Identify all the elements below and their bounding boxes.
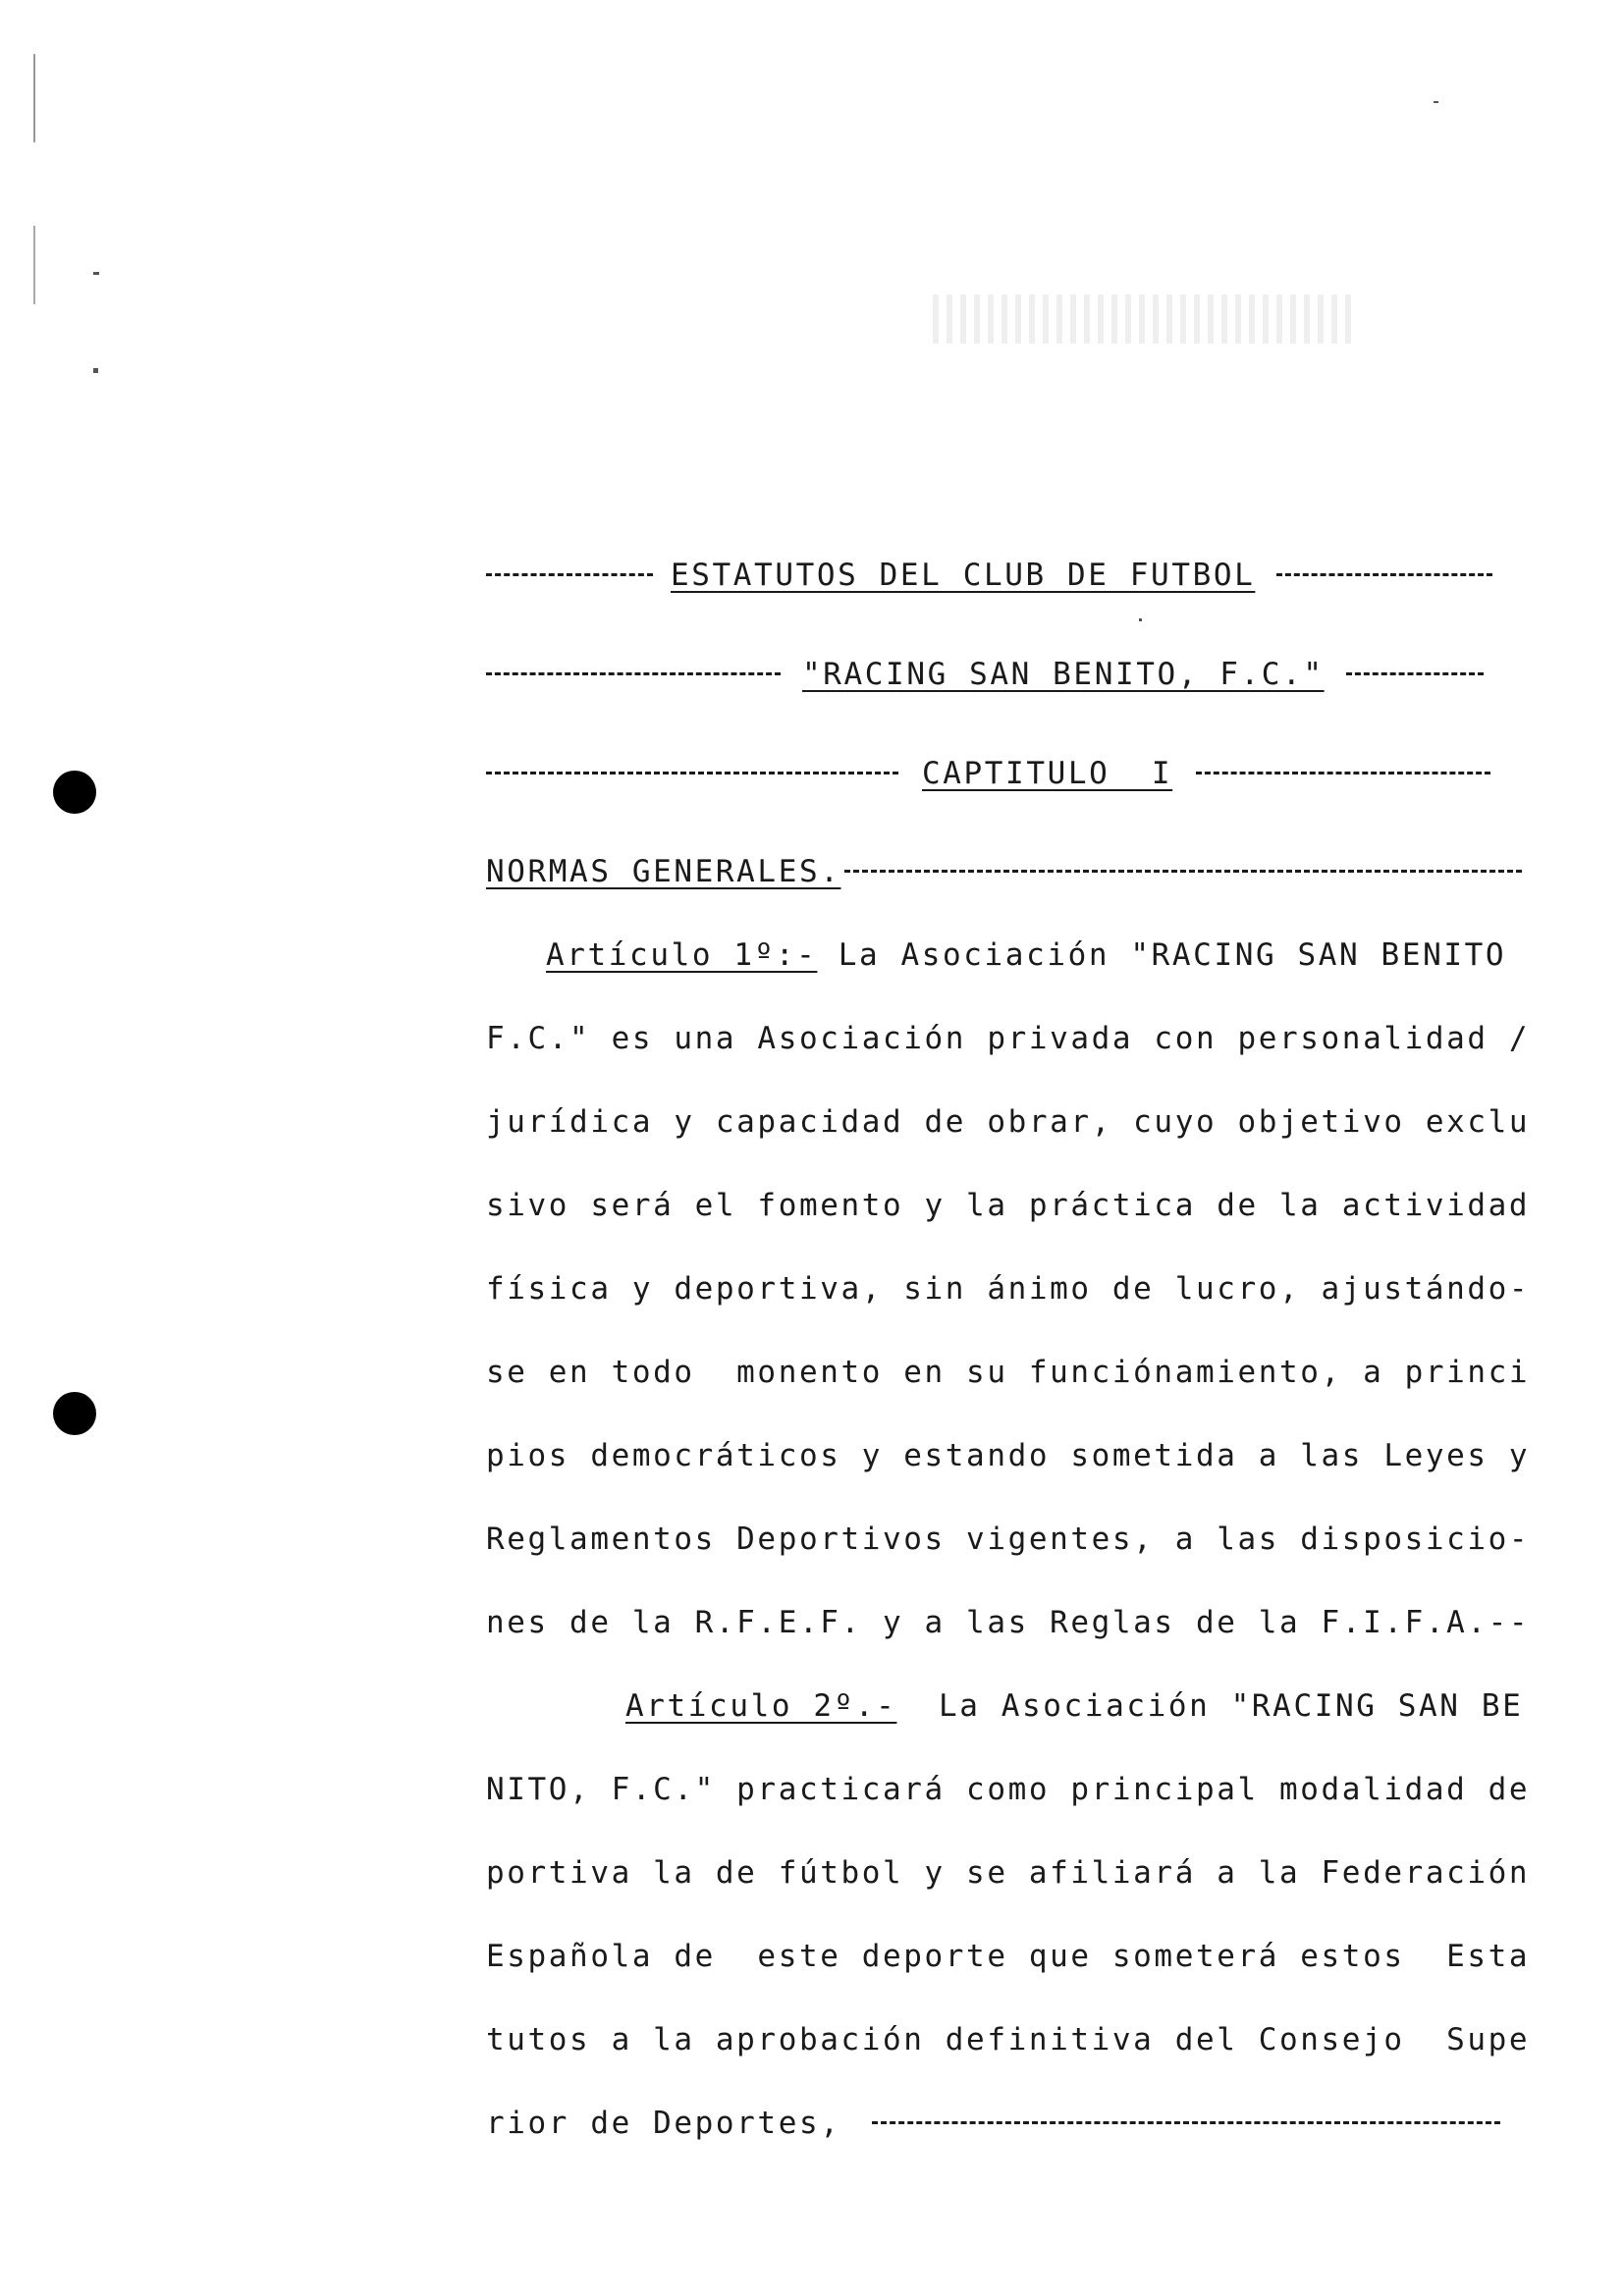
punch-hole-top [53,771,96,814]
document-title: ESTATUTOS DEL CLUB DE FUTBOL [671,558,1256,593]
body-text: La Asociación "RACING SAN BE [896,1688,1524,1724]
body-text: nes de la R.F.E.F. y a las Reglas de la F.I.F.A.-- [486,1605,1531,1640]
article-2-heading: Artículo 2º.- [625,1688,897,1724]
chapter-heading: CAPTITULO I [922,756,1173,791]
scan-mark [93,368,98,373]
title-line-1 [486,546,1492,605]
body-line-4 [486,1176,1531,1235]
body-text: se en todo monento en su funciónamiento, a princi [486,1355,1531,1390]
body-text: tutos a la aprobación definitiva del Consejo Supe [486,2022,1531,2057]
section-line [486,842,1492,901]
body-line-14 [486,2010,1531,2069]
body-line-3 [486,1093,1531,1151]
body-line-9 [486,1593,1531,1652]
body-text: NITO, F.C." practicará como principal modalidad de [486,1772,1531,1807]
scan-mark [1434,101,1438,103]
body-line-8 [486,1510,1531,1569]
club-name: "RACING SAN BENITO, F.C." [802,657,1325,692]
scan-mark [33,54,35,142]
body-text: jurídica y capacidad de obrar, cuyo objetivo exclu [486,1104,1531,1140]
body-line-12 [486,1843,1531,1902]
body-line-11 [486,1760,1531,1819]
body-line-5 [486,1259,1531,1318]
body-line-6 [486,1343,1531,1402]
body-text: física y deportiva, sin ánimo de lucro, ajustándo- [486,1271,1531,1307]
section-heading: NORMAS GENERALES. [486,854,841,889]
body-text: La Asociación "RACING SAN BENITO [817,937,1507,973]
body-text: pios democráticos y estando sometida a las Leyes y [486,1438,1531,1473]
body-text: Reglamentos Deportivos vigentes, a las disposicio- [486,1522,1531,1557]
body-text: F.C." es una Asociación privada con personalidad / [486,1021,1531,1056]
chapter-line [486,744,1492,803]
title-line-2 [486,645,1492,704]
body-line-10 [625,1677,1624,1735]
body-text: Española de este deporte que someterá estos Esta [486,1939,1531,1974]
scan-mark [1139,618,1142,621]
scan-mark [93,272,99,275]
body-text: rior de Deportes, [486,2106,862,2141]
body-line-7 [486,1426,1531,1485]
scan-mark [33,226,35,304]
faint-stamp-mark [933,294,1355,344]
article-1-heading: Artículo 1º:- [546,937,818,973]
body-line-2 [486,1009,1531,1068]
body-line-15 [486,2094,1492,2153]
punch-hole-bottom [53,1392,96,1435]
body-line-13 [486,1927,1531,1986]
body-line-1 [546,926,1552,985]
body-text: portiva la de fútbol y se afiliará a la Federación [486,1855,1531,1891]
body-text: sivo será el fomento y la práctica de la actividad [486,1188,1531,1223]
